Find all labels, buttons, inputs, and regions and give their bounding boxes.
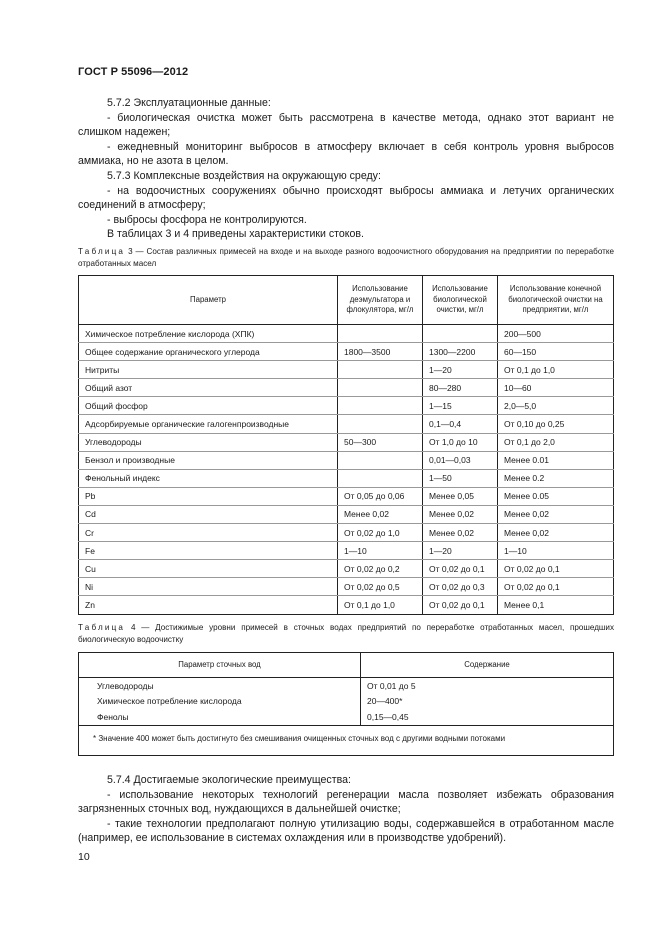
value-cell: Менее 0.05: [498, 487, 614, 505]
value-cell: [338, 415, 423, 433]
value-cell: 0,01—0,03: [423, 451, 498, 469]
parameter-cell: Углеводороды: [79, 678, 361, 694]
section-heading: 5.7.3 Комплексные воздействия на окружающую среду:: [107, 169, 381, 182]
page-number: 10: [78, 851, 90, 863]
value-cell: 200—500: [498, 325, 614, 343]
value-cell: Менее 0,05: [423, 487, 498, 505]
value-cell: От 0,10 до 0,25: [498, 415, 614, 433]
table-row: [79, 678, 614, 694]
section-5-7-4-text: [78, 773, 614, 846]
parameter-cell: Общий фосфор: [79, 397, 338, 415]
table-row: [79, 469, 614, 487]
table-row: [79, 343, 614, 361]
value-cell: 1800—3500: [338, 343, 423, 361]
column-header: Использование деэмульгатора и флокулятора, мг/л: [338, 276, 423, 325]
caption-label: Таблица: [78, 247, 126, 256]
value-cell: 1—10: [338, 542, 423, 560]
value-cell: 0,15—0,45: [361, 709, 614, 725]
value-cell: От 0,02 до 0,1: [423, 560, 498, 578]
value-cell: [338, 379, 423, 397]
value-cell: 10—60: [498, 379, 614, 397]
table-row: [79, 578, 614, 596]
value-cell: От 0,05 до 0,06: [338, 487, 423, 505]
value-cell: Менее 0,02: [423, 524, 498, 542]
value-cell: 20—400*: [361, 694, 614, 710]
value-cell: От 0,1 до 1,0: [498, 361, 614, 379]
parameter-cell: Адсорбируемые органические галогенпроизводные: [79, 415, 338, 433]
value-cell: От 0,02 до 1,0: [338, 524, 423, 542]
value-cell: Менее 0,02: [498, 524, 614, 542]
value-cell: [338, 325, 423, 343]
value-cell: 1—15: [423, 397, 498, 415]
value-cell: Менее 0,1: [498, 596, 614, 614]
paragraph: В таблицах 3 и 4 приведены характеристики стоков.: [107, 228, 364, 241]
value-cell: От 1,0 до 10: [423, 433, 498, 451]
table-row: [79, 451, 614, 469]
value-cell: Менее 0,02: [498, 505, 614, 523]
paragraph: - использование некоторых технологий регенерации масла позволяет избежать образования загрязненных сточных вод, нуждающихся в дальнейшей очистке;: [78, 788, 614, 816]
table-4: [78, 652, 614, 756]
table-row: [79, 433, 614, 451]
value-cell: Менее 0,02: [338, 505, 423, 523]
value-cell: [338, 469, 423, 487]
paragraph: - ежедневный мониторинг выбросов в атмосферу включает в себя контроль уровня выбросов аммиака, но не азота в целом.: [78, 140, 614, 168]
paragraph: - выбросы фосфора не контролируются.: [107, 213, 307, 226]
table-row: [79, 596, 614, 614]
value-cell: [338, 451, 423, 469]
parameter-cell: Общий азот: [79, 379, 338, 397]
parameter-cell: Химическое потребление кислорода: [79, 694, 361, 710]
section-heading: 5.7.2 Эксплуатационные данные:: [107, 97, 271, 109]
column-header: Содержание: [361, 653, 614, 678]
value-cell: 1300—2200: [423, 343, 498, 361]
column-header: Параметр: [79, 276, 338, 325]
table-header-row: [79, 653, 614, 678]
table-row: [79, 542, 614, 560]
value-cell: От 0,02 до 0,1: [423, 596, 498, 614]
value-cell: 1—20: [423, 361, 498, 379]
value-cell: [423, 325, 498, 343]
value-cell: От 0,02 до 0,5: [338, 578, 423, 596]
value-cell: [338, 361, 423, 379]
table-3: [78, 275, 614, 615]
table-3-body: [79, 325, 614, 615]
parameter-cell: Общее содержание органического углерода: [79, 343, 338, 361]
table-3-caption: [78, 246, 614, 269]
parameter-cell: Pb: [79, 487, 338, 505]
value-cell: От 0,02 до 0,2: [338, 560, 423, 578]
section-heading: 5.7.4 Достигаемые экологические преимущества:: [107, 774, 351, 786]
caption-label: Таблица: [78, 623, 126, 632]
caption-text: 3 — Состав различных примесей на входе и на выходе разного водоочистного оборудования на предприятии по переработке отработанных масел: [78, 247, 614, 268]
value-cell: 2,0—5,0: [498, 397, 614, 415]
table-row: [79, 415, 614, 433]
value-cell: От 0,1 до 1,0: [338, 596, 423, 614]
paragraph: - биологическая очистка может быть рассмотрена в качестве метода, однако этот вариант не слишком надежен;: [78, 111, 614, 139]
parameter-cell: Fe: [79, 542, 338, 560]
parameter-cell: Cu: [79, 560, 338, 578]
value-cell: 50—300: [338, 433, 423, 451]
table-row: [79, 505, 614, 523]
parameter-cell: Углеводороды: [79, 433, 338, 451]
table-row: [79, 325, 614, 343]
value-cell: От 0,1 до 2,0: [498, 433, 614, 451]
value-cell: 0,1—0,4: [423, 415, 498, 433]
table-4-body: [79, 678, 614, 756]
parameter-cell: Cd: [79, 505, 338, 523]
value-cell: От 0,01 до 5: [361, 678, 614, 694]
document-header: ГОСТ Р 55096—2012: [78, 66, 189, 78]
value-cell: От 0,02 до 0,3: [423, 578, 498, 596]
paragraph: - на водоочистных сооружениях обычно происходят выбросы аммиака и летучих органических соединений в атмосферу;: [78, 184, 614, 212]
paragraph: - такие технологии предполагают полную утилизацию воды, содержавшейся в отработанном масле (например, ее использование в системах охлаждения или в производстве удобрений).: [78, 817, 614, 845]
parameter-cell: Химическое потребление кислорода (ХПК): [79, 325, 338, 343]
value-cell: 1—10: [498, 542, 614, 560]
value-cell: От 0,02 до 0,1: [498, 578, 614, 596]
table-row: [79, 709, 614, 725]
table-row: [79, 524, 614, 542]
column-header: Параметр сточных вод: [79, 653, 361, 678]
table-row: [79, 397, 614, 415]
section-5-7-2-text: [78, 96, 614, 242]
value-cell: 1—50: [423, 469, 498, 487]
value-cell: Менее 0,02: [423, 505, 498, 523]
value-cell: 60—150: [498, 343, 614, 361]
value-cell: Менее 0.2: [498, 469, 614, 487]
parameter-cell: Бензол и производные: [79, 451, 338, 469]
column-header: Использование биологической очистки, мг/л: [423, 276, 498, 325]
table-4-caption: [78, 622, 614, 645]
value-cell: 1—20: [423, 542, 498, 560]
value-cell: [338, 397, 423, 415]
value-cell: От 0,02 до 0,1: [498, 560, 614, 578]
value-cell: Менее 0.01: [498, 451, 614, 469]
value-cell: 80—280: [423, 379, 498, 397]
parameter-cell: Zn: [79, 596, 338, 614]
table-footnote-row: [79, 725, 614, 755]
column-header: Использование конечной биологической очистки на предприятии, мг/л: [498, 276, 614, 325]
table-row: [79, 379, 614, 397]
parameter-cell: Cr: [79, 524, 338, 542]
table-footnote: * Значение 400 может быть достигнуто без смешивания очищенных сточных вод с другими водными потоками: [79, 725, 614, 755]
table-row: [79, 694, 614, 710]
table-row: [79, 361, 614, 379]
table-row: [79, 487, 614, 505]
table-row: [79, 560, 614, 578]
table-header-row: [79, 276, 614, 325]
parameter-cell: Фенолы: [79, 709, 361, 725]
parameter-cell: Ni: [79, 578, 338, 596]
parameter-cell: Фенольный индекс: [79, 469, 338, 487]
parameter-cell: Нитриты: [79, 361, 338, 379]
caption-text: 4 — Достижимые уровни примесей в сточных водах предприятий по переработке отработанных масел, прошедших биологическую водоочистку: [78, 623, 614, 644]
